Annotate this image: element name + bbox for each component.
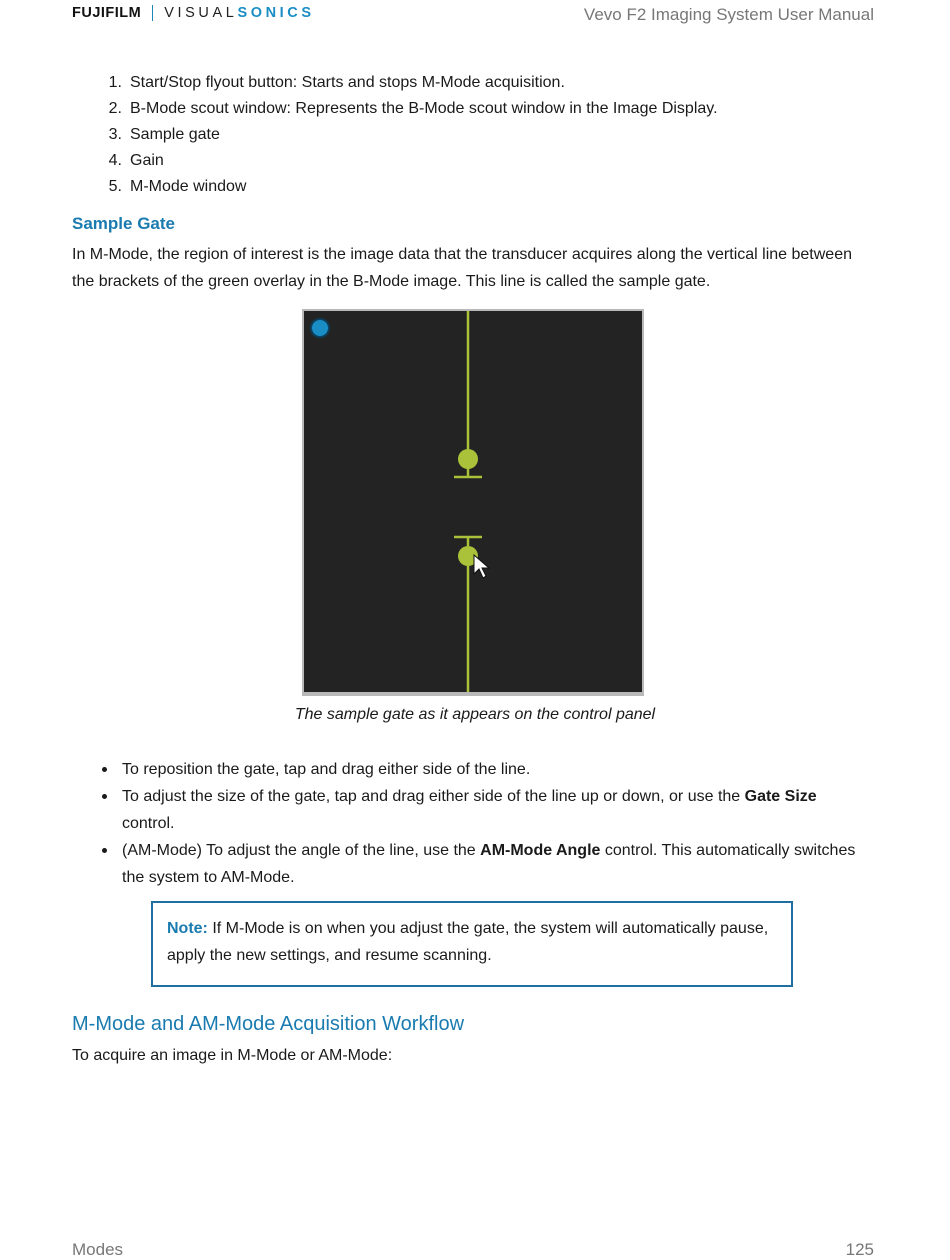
bullet-icon: [102, 848, 107, 853]
bullet-list: [72, 756, 862, 891]
sample-gate-heading: Sample Gate: [72, 214, 175, 233]
bullet-text-after: control. This automatically switches the system to AM-Mode.: [122, 842, 856, 886]
list-text: B-Mode scout window: Represents the B-Mode scout window in the Image Display.: [130, 100, 718, 117]
figure-caption: The sample gate as it appears on the control panel: [294, 706, 656, 723]
list-number: 2.: [108, 100, 122, 117]
bullet-text: To adjust the size of the gate, tap and drag either side of the line up or down, or use the: [122, 788, 745, 805]
list-item: [72, 783, 862, 837]
list-number: 4.: [108, 152, 122, 169]
start-stop-handle-icon[interactable]: [311, 319, 329, 337]
list-item: [72, 96, 872, 122]
footer-section: Modes: [72, 1240, 124, 1259]
list-item: [72, 148, 872, 174]
gate-figure-svg: [304, 311, 642, 692]
bullet-text: (AM-Mode) To adjust the angle of the line, use the: [122, 842, 481, 859]
logo-sonics: SONICS: [237, 5, 315, 21]
list-text: Gain: [130, 152, 164, 169]
bullet-bold: Gate Size: [744, 788, 817, 805]
list-number: 5.: [108, 178, 122, 195]
bullet-bold: AM-Mode Angle: [480, 842, 601, 859]
bullet-icon: [102, 767, 107, 772]
list-item: [72, 70, 872, 96]
bullet-text: To reposition the gate, tap and drag either side of the line.: [122, 761, 531, 778]
list-item: [72, 174, 872, 200]
bullet-icon: [102, 794, 107, 799]
logo-divider: [152, 5, 153, 21]
note-box: [151, 901, 793, 987]
note-text: If M-Mode is on when you adjust the gate, the system will automatically pause, apply the new settings, and resume scanning.: [167, 920, 769, 964]
workflow-heading: M-Mode and AM-Mode Acquisition Workflow: [72, 1013, 465, 1035]
bullet-text-after: control.: [122, 815, 175, 832]
logo-visual: VISUAL: [164, 5, 238, 21]
list-text: M-Mode window: [130, 178, 247, 195]
list-text: Sample gate: [130, 126, 220, 143]
list-number: 3.: [108, 126, 122, 143]
list-item: [72, 837, 862, 891]
sample-gate-paragraph: In M-Mode, the region of interest is the image data that the transducer acquires along the vertical line between the brackets of the green overlay in the B-Mode image. This line is called the sample gate.: [72, 246, 852, 290]
list-number: 1.: [108, 74, 122, 91]
list-item: [72, 756, 862, 783]
logo-fujifilm: FUJIFILM: [72, 5, 142, 21]
brand-logo: [72, 4, 315, 22]
workflow-intro: To acquire an image in M-Mode or AM-Mode:: [72, 1047, 393, 1064]
list-text: Start/Stop flyout button: Starts and stops M-Mode acquisition.: [130, 74, 565, 91]
cursor-pointer-icon: [474, 555, 489, 578]
list-item: [72, 122, 872, 148]
manual-title: Vevo F2 Imaging System User Manual: [583, 5, 874, 24]
note-label: Note:: [167, 920, 208, 937]
numbered-list: [72, 70, 872, 200]
sample-gate-figure: [302, 309, 644, 696]
page-number: 125: [845, 1240, 874, 1259]
